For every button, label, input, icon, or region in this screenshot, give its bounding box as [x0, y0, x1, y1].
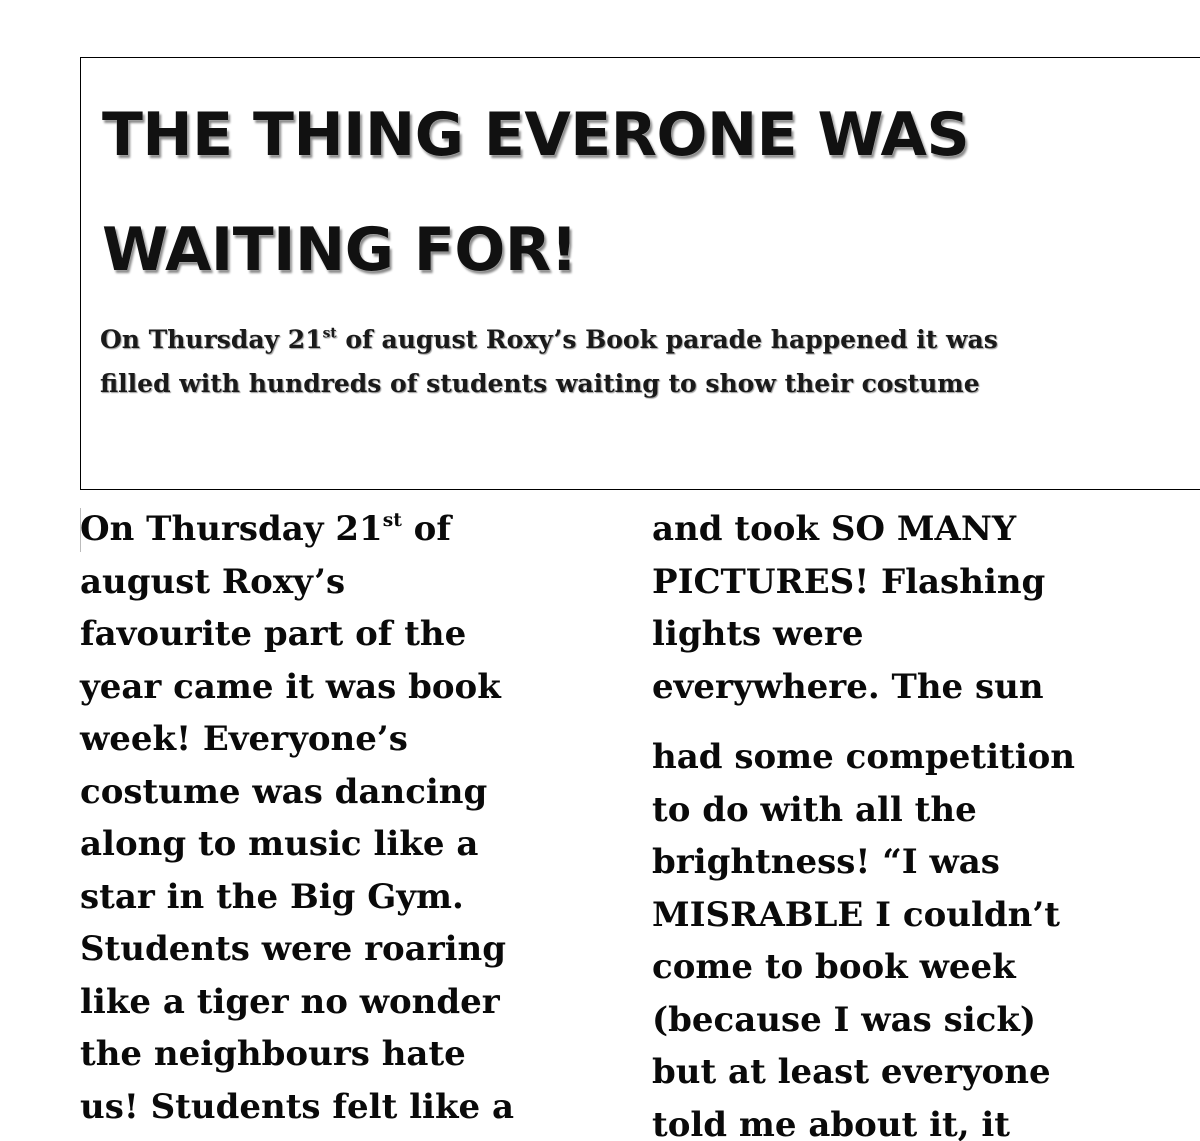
headline-line-2: WAITING FOR! [102, 215, 578, 285]
left-column-line: week! Everyone’s [80, 719, 408, 759]
left-column-ordinal-suffix: st [382, 508, 402, 531]
subheadline-ordinal-suffix: st [322, 325, 337, 342]
left-column-date-text: On Thursday 21 [80, 509, 383, 549]
article-right-column [652, 503, 1192, 1141]
left-column-line: like a tiger no wonder [80, 981, 500, 1022]
right-column-line: brightness! “I was [652, 842, 1000, 882]
right-column-line: but at least everyone [652, 1052, 1051, 1092]
subheadline-date-text: On Thursday 21 [100, 325, 323, 354]
paragraph-spacing [652, 713, 1192, 731]
right-column-line: (because I was sick) [652, 999, 1036, 1040]
subheadline-line-1 [100, 318, 1180, 362]
left-column-line: along to music like a [80, 824, 479, 864]
right-column-line: lights were [652, 614, 864, 654]
right-column-line: PICTURES! Flashing [652, 561, 1046, 602]
left-column-line: Students were roaring [80, 929, 507, 969]
left-column-line: august Roxy’s [80, 561, 346, 602]
right-column-line: had some competition [652, 737, 1076, 777]
headline-line-1: THE THING EVERONE WAS [102, 100, 970, 170]
left-column-line: year came it was book [80, 666, 501, 707]
headline [102, 78, 969, 308]
right-column-line: told me about it, it [652, 1104, 1011, 1141]
left-column-line [80, 503, 640, 556]
left-column-first-line-rest: of [401, 509, 451, 549]
left-column-line: us! Students felt like a [80, 1086, 515, 1127]
right-column-line: to do with all the [652, 789, 977, 830]
right-column-line: and took SO MANY [652, 509, 1017, 549]
right-column-line: MISRABLE I couldn’t [652, 894, 1060, 935]
left-column-line: favourite part of the [80, 614, 467, 654]
subheadline-line-1-rest: of august Roxy’s Book parade happened it was [336, 325, 998, 354]
article-left-column [80, 503, 640, 1133]
subheadline [100, 318, 1180, 406]
left-column-line: the neighbours hate [80, 1034, 466, 1074]
left-column-line: star in the Big Gym. [80, 876, 464, 917]
left-column-line: costume was dancing [80, 771, 488, 812]
right-column-line: come to book week [652, 947, 1016, 987]
subheadline-line-2: filled with hundreds of students waiting to show their costume [100, 369, 980, 398]
right-column-line: everywhere. The sun [652, 666, 1044, 707]
